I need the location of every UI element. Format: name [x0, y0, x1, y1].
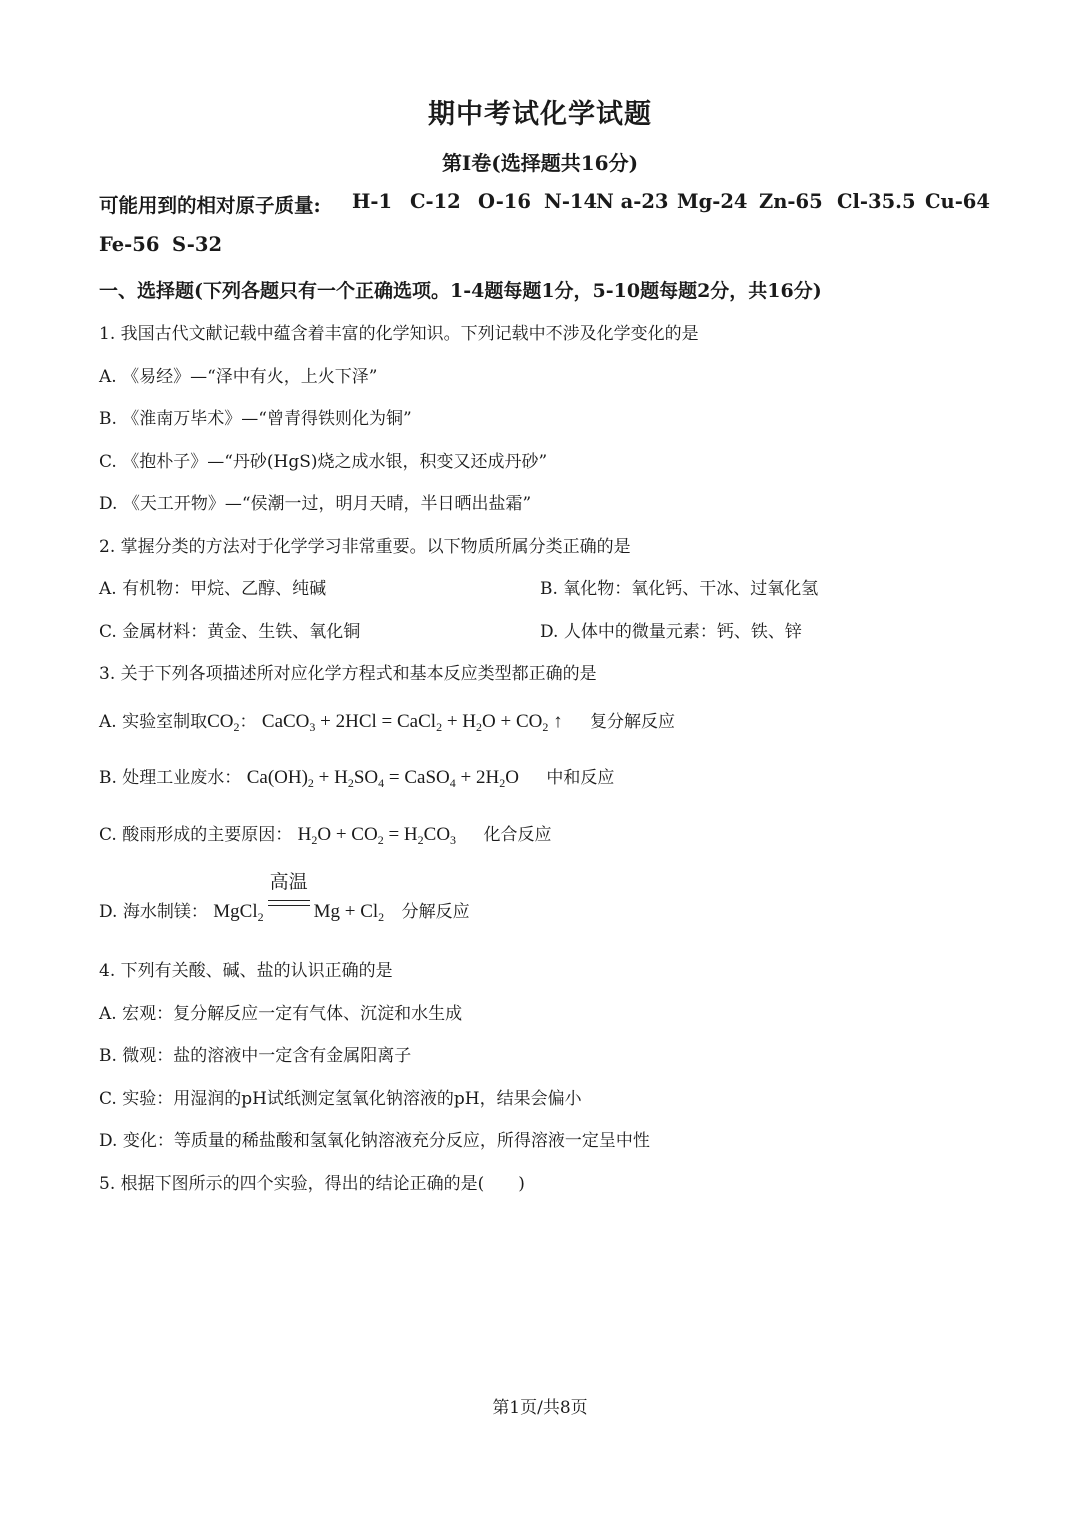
atomic-mass-item: Fe-56 — [99, 233, 160, 256]
question-3-option-b — [99, 763, 614, 789]
reaction-arrow — [266, 872, 312, 921]
question-1-stem: 1. 我国古代文献记载中蕴含着丰富的化学知识。下列记载中不涉及化学变化的是 — [99, 324, 699, 344]
atomic-mass-item: N-14 — [544, 190, 598, 213]
option-b-label: B. 处理工业废水： — [99, 768, 242, 788]
question-4-option-a: A. 宏观：复分解反应一定有气体、沉淀和水生成 — [99, 1004, 463, 1024]
reaction-type-d: 分解反应 — [401, 902, 470, 922]
reaction-condition: 高温 — [269, 872, 308, 893]
atomic-mass-item: Zn-65 — [759, 190, 823, 213]
question-5-stem: 5. 根据下图所示的四个实验，得出的结论正确的是( ) — [99, 1174, 525, 1194]
page-footer: 第1页/共8页 — [492, 1398, 588, 1418]
question-4-option-d: D. 变化：等质量的稀盐酸和氢氧化钠溶液充分反应，所得溶液一定呈中性 — [99, 1131, 650, 1151]
reaction-type-b: 中和反应 — [546, 768, 615, 788]
atomic-mass-item: O-16 — [478, 190, 531, 213]
question-4-option-c: C. 实验：用湿润的pH试纸测定氢氧化钠溶液的pH，结果会偏小 — [99, 1089, 582, 1109]
question-1-option-b: B. 《淮南万毕术》—“曾青得铁则化为铜” — [99, 409, 412, 429]
section-heading: 一、选择题(下列各题只有一个正确选项。1-4题每题1分，5-10题每题2分，共16分) — [99, 280, 822, 302]
question-3-option-c — [99, 820, 551, 846]
page-subtitle: 第Ⅰ卷(选择题共16分) — [441, 151, 639, 175]
reaction-type-a: 复分解反应 — [590, 712, 676, 732]
atomic-mass-item: Cu-64 — [925, 190, 990, 213]
question-1-option-a: A. 《易经》—“泽中有火，上火下泽” — [99, 367, 378, 387]
question-3-stem: 3. 关于下列各项描述所对应化学方程式和基本反应类型都正确的是 — [99, 664, 597, 684]
equation-c: $H_2O + CO_2 = H_2CO_3$ — [297, 824, 457, 847]
atomic-mass-item: Mg-24 — [677, 190, 748, 213]
atomic-mass-item: C-12 — [410, 190, 461, 213]
option-c-label: C. 酸雨形成的主要原因： — [99, 825, 293, 845]
question-3-option-a — [99, 707, 675, 733]
question-4-stem: 4. 下列有关酸、碱、盐的认识正确的是 — [99, 961, 393, 981]
atomic-mass-item: S-32 — [172, 233, 223, 256]
question-1-option-c: C. 《抱朴子》—“丹砂(HgS)烧之成水银，积变又还成丹砂” — [99, 452, 548, 472]
option-d-label: D. 海水制镁： — [99, 902, 208, 922]
question-2-option-d: D. 人体中的微量元素：钙、铁、锌 — [540, 622, 802, 642]
question-2-option-c: C. 金属材料：黄金、生铁、氧化铜 — [99, 622, 361, 642]
atomic-mass-item: N a-23 — [596, 190, 669, 213]
option-a-label: A. 实验室制取 — [99, 712, 208, 732]
question-2-option-a: A. 有机物：甲烷、乙醇、纯碱 — [99, 579, 327, 599]
formula-co2: $CO_2$ — [207, 711, 240, 734]
equation-d: MgCl$_2$ 高温 $Mg + Cl_2$ — [213, 901, 384, 922]
colon: ： — [239, 712, 257, 732]
question-2-stem: 2. 掌握分类的方法对于化学学习非常重要。以下物质所属分类正确的是 — [99, 537, 631, 557]
question-4-option-b: B. 微观：盐的溶液中一定含有金属阳离子 — [99, 1046, 412, 1066]
question-1-option-d: D. 《天工开物》—“侯潮一过，明月天晴，半日晒出盐霜” — [99, 494, 532, 514]
atomic-masses-label: 可能用到的相对原子质量: — [99, 194, 321, 217]
question-2-option-b: B. 氧化物：氧化钙、干冰、过氧化氢 — [540, 579, 819, 599]
reaction-type-c: 化合反应 — [483, 825, 552, 845]
page-title: 期中考试化学试题 — [428, 99, 652, 130]
equation-b: $Ca(OH)_2 + H_2SO_4$ = CaSO$_4$ + $2H_2O$ — [246, 767, 519, 790]
atomic-mass-item: Cl-35.5 — [837, 190, 916, 213]
question-3-option-d — [99, 872, 470, 924]
atomic-mass-item: H-1 — [352, 190, 393, 213]
equation-a: CaCO$_3$ + 2HCl = CaCl$_2$ + $H_2O + CO_2$ ↑ — [261, 711, 563, 734]
